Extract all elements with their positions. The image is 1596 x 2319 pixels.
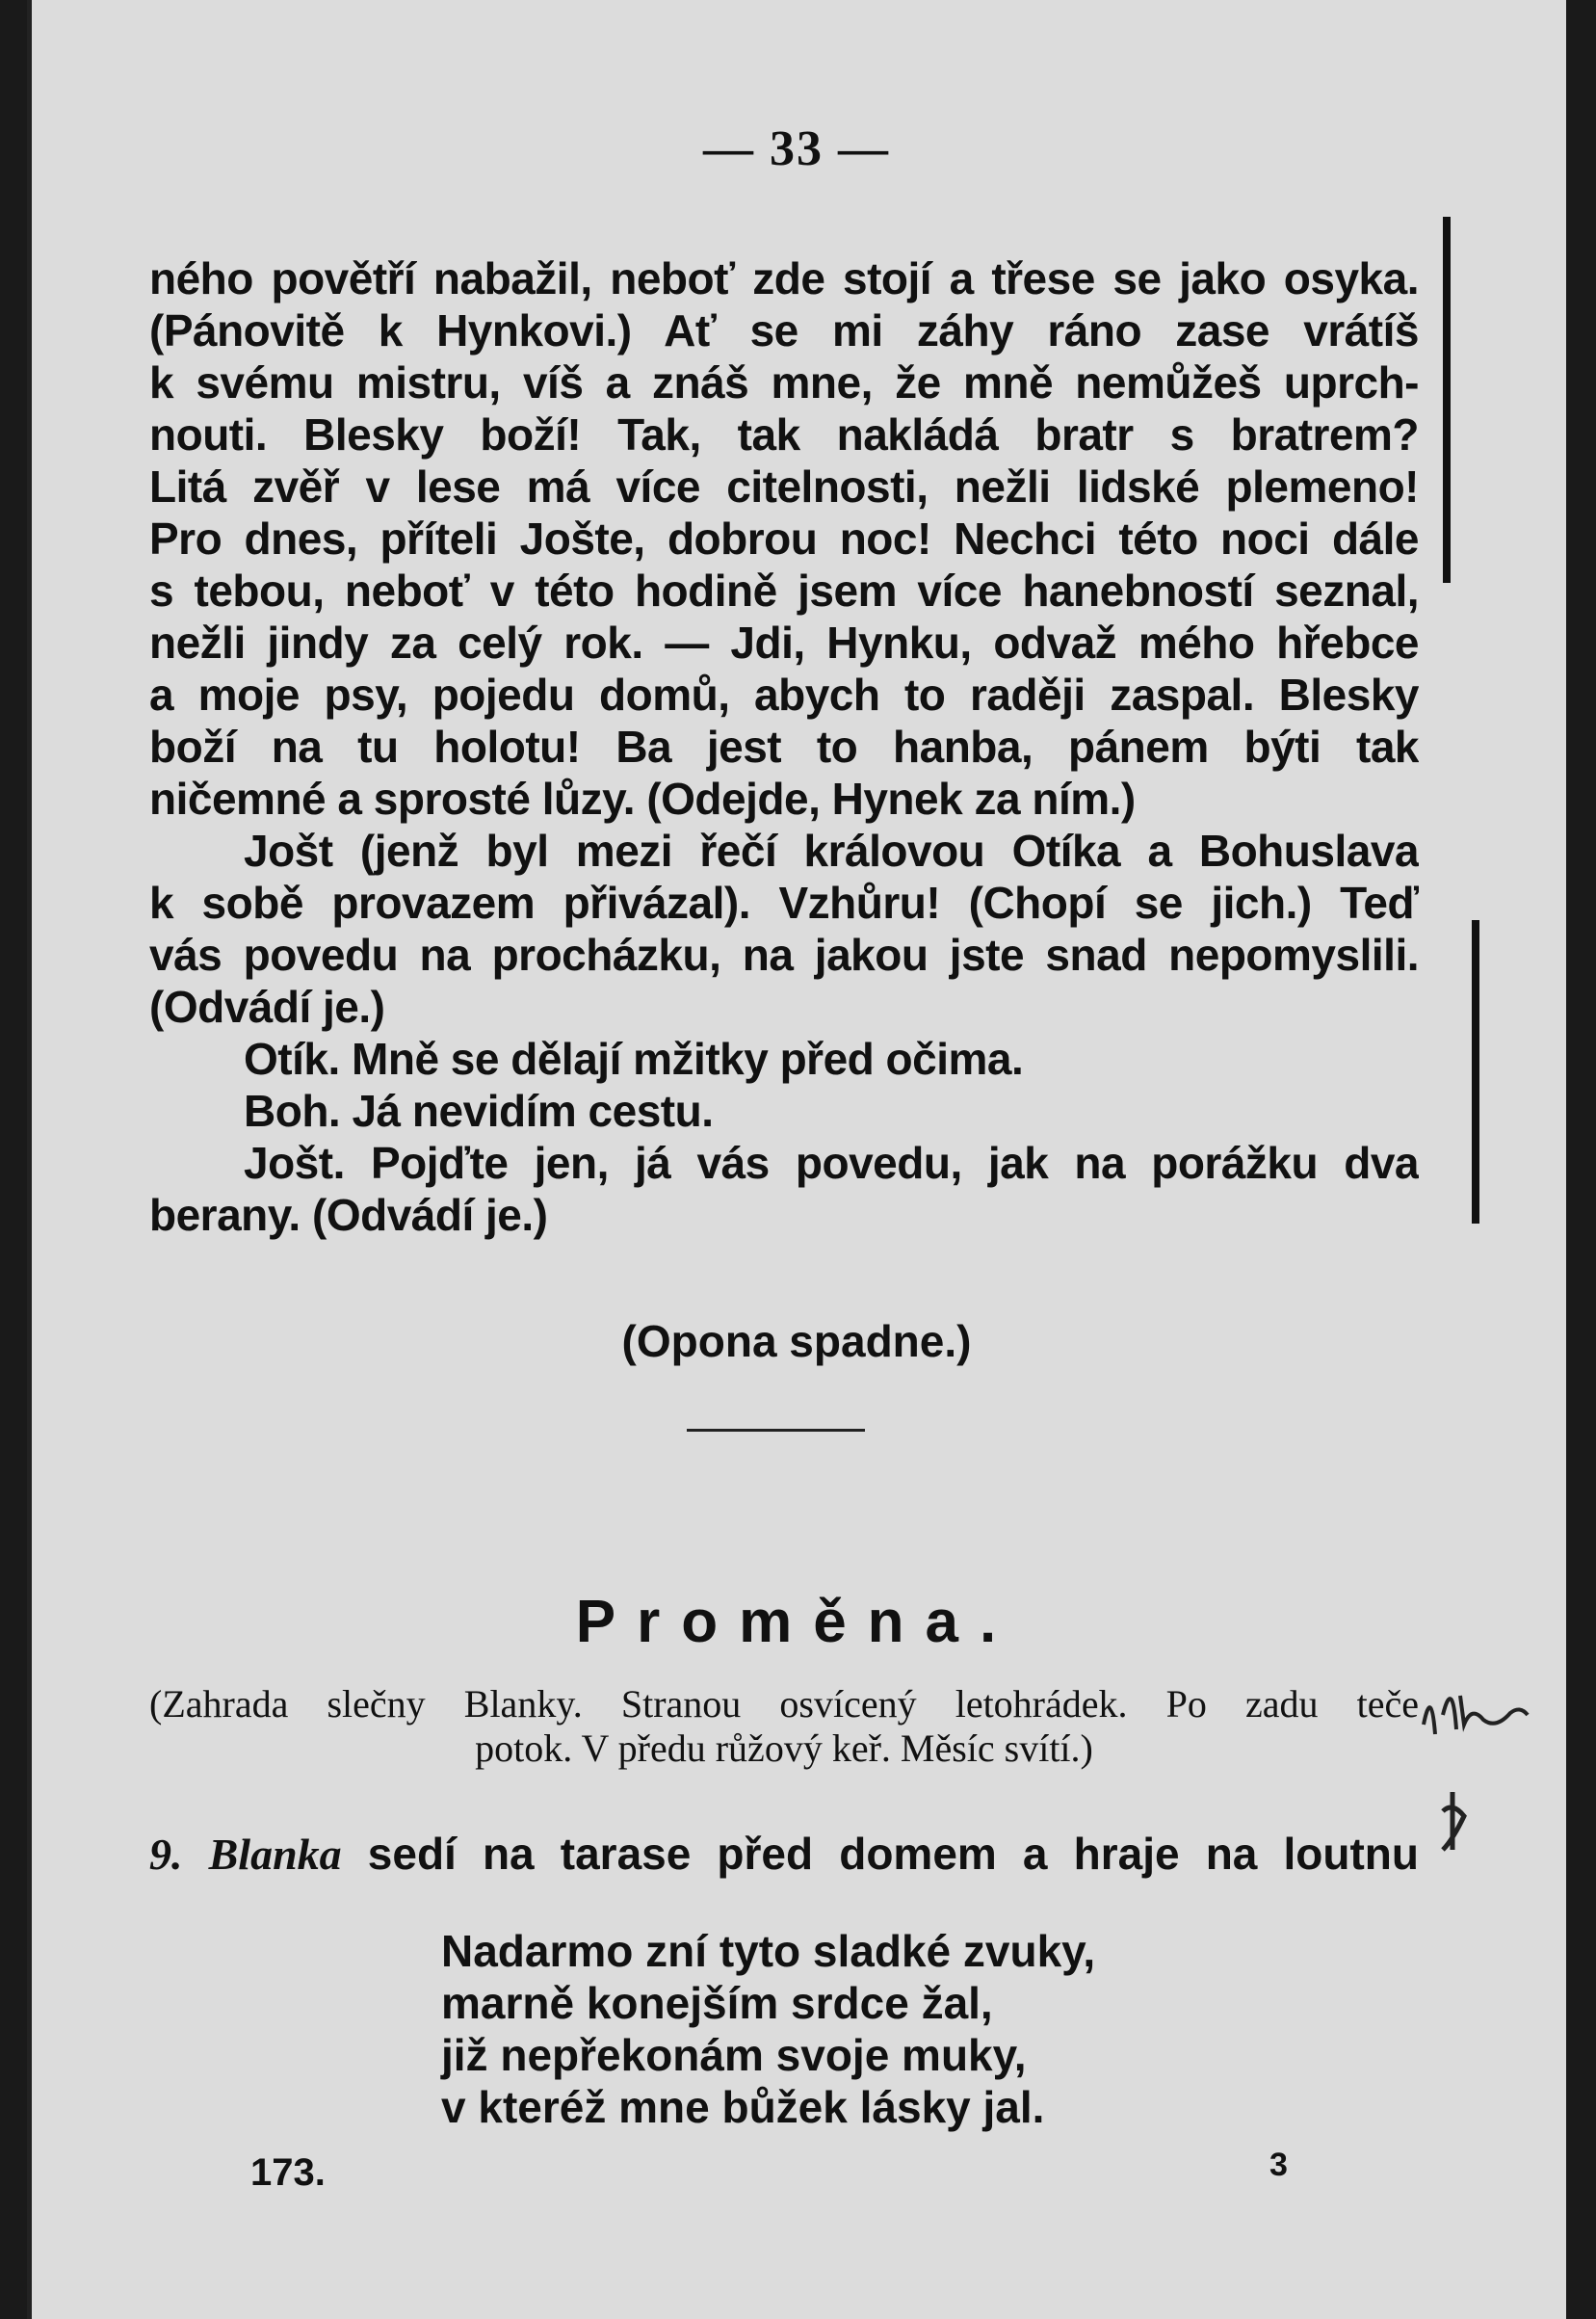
speaker-line: Otík. Mně se dělají mžitky před očima. (244, 1034, 1024, 1084)
page-number: — 33 — (703, 121, 890, 176)
curtain-direction: (Opona spadne.) (621, 1316, 972, 1366)
text-line: Litá zvěř v lese má více citelnosti, nežli lidské plemeno! (149, 461, 1419, 512)
sheet-mark: 3 (1269, 2147, 1288, 2183)
verse-line: Nadarmo zní tyto sladké zvuky, (441, 1926, 1096, 1976)
verse-line: v kteréž mne bůžek lásky jal. (441, 2082, 1045, 2132)
text-line: berany. (Odvádí je.) (149, 1190, 548, 1240)
stage-direction-line: potok. V předu růžový keř. Měsíc svítí.) (475, 1726, 1093, 1770)
printer-signature: 173. (250, 2151, 326, 2194)
stage-direction (149, 1682, 1419, 1771)
text-line: boží na tu holotu! Ba jest to hanba, pánem býti tak (149, 722, 1419, 772)
text-line: vás povedu na procházku, na jakou jste snad nepomyslili. (149, 930, 1419, 980)
section-title: Proměna. (575, 1589, 1018, 1655)
book-page (27, 0, 1566, 2319)
margin-mark (1472, 920, 1479, 1224)
scene-text: sedí na tarase před domem a hraje na loutnu (367, 1829, 1419, 1879)
page-edge-rule (27, 0, 32, 2319)
scene-heading (149, 1828, 1419, 1881)
text-line: (Pánovitě k Hynkovi.) Ať se mi záhy ráno zase vrátíš (149, 305, 1419, 356)
text-line: Pro dnes, příteli Jošte, dobrou noc! Nechci této noci dále (149, 514, 1419, 564)
stage-direction-line: (Zahrada slečny Blanky. Stranou osvícený letohrádek. Po zadu teče (149, 1682, 1419, 1726)
verse (441, 1925, 1095, 2133)
verse-line: marně konejším srdce žal, (441, 1978, 993, 2028)
scene-number: 9. (149, 1830, 183, 1879)
text-line: a moje psy, pojedu domů, abych to raději zaspal. Blesky (149, 670, 1419, 720)
scene-character: Blanka (208, 1830, 342, 1879)
text-line: ničemné a sprosté lůzy. (Odejde, Hynek za ním.) (149, 774, 1136, 824)
section-divider (687, 1429, 865, 1432)
verse-line: již nepřekonám svoje muky, (441, 2030, 1027, 2080)
dialogue-text (149, 252, 1419, 1241)
speaker-line: Jošt. Pojďte jen, já vás povedu, jak na porážku dva (244, 1138, 1419, 1188)
speaker-line: Jošt (jenž byl mezi řečí královou Otíka a Bohuslava (244, 826, 1419, 876)
handwritten-annotation-icon (1414, 1657, 1558, 1869)
text-line: k svému mistru, víš a znáš mne, že mně nemůžeš uprch- (149, 357, 1419, 408)
text-line: nouti. Blesky boží! Tak, tak nakládá bratr s bratrem? (149, 409, 1419, 460)
text-line: s tebou, neboť v této hodině jsem více hanebností seznal, (149, 566, 1419, 616)
text-line: (Odvádí je.) (149, 982, 385, 1032)
speaker-line: Boh. Já nevidím cestu. (244, 1086, 714, 1136)
text-line: nežli jindy za celý rok. — Jdi, Hynku, odvaž mého hřebce (149, 618, 1419, 668)
margin-mark (1443, 217, 1451, 583)
text-line: ného povětří nabažil, neboť zde stojí a třese se jako osyka. (149, 253, 1419, 303)
text-line: k sobě provazem přivázal). Vzhůru! (Chopí se jich.) Teď (149, 878, 1419, 928)
